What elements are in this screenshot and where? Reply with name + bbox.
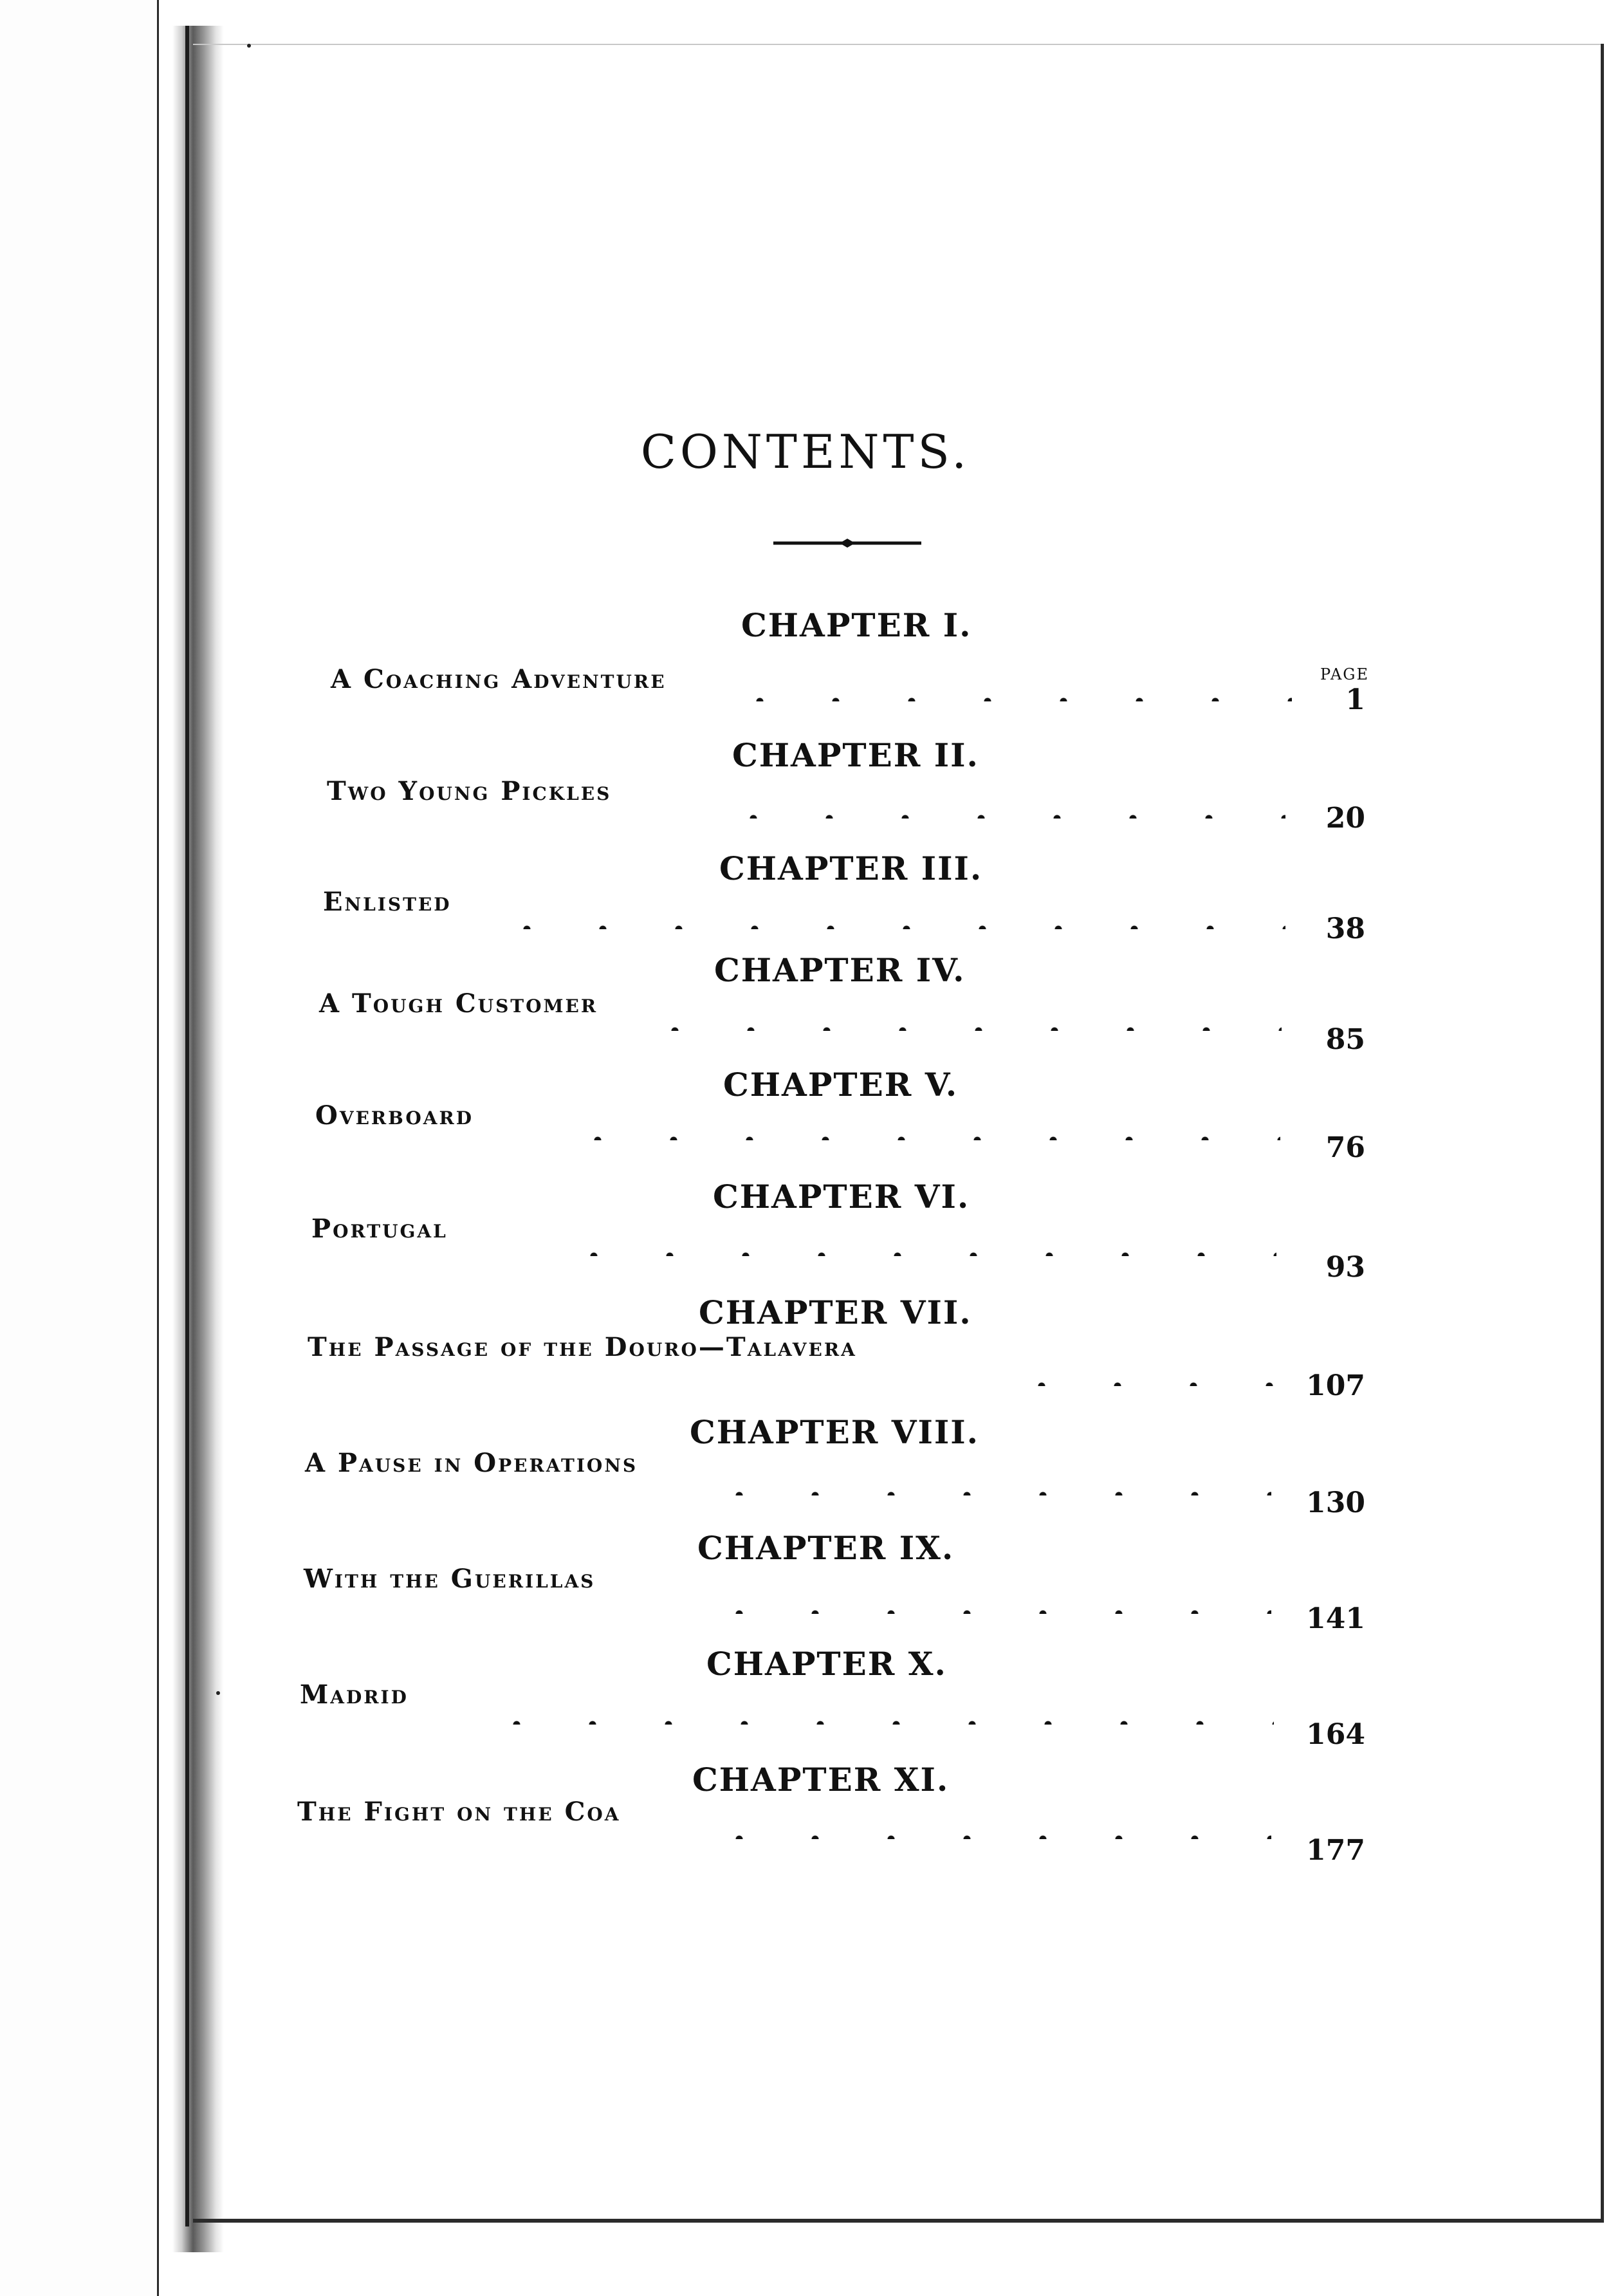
- page-number: 76: [1325, 1131, 1365, 1164]
- page-number: 177: [1306, 1834, 1365, 1867]
- chapter-heading: CHAPTER X.: [706, 1645, 947, 1683]
- page-number: 164: [1306, 1718, 1365, 1751]
- page-number: 130: [1306, 1486, 1365, 1519]
- chapter-title: With the Guerillas: [304, 1564, 596, 1594]
- page-bottom-edge: [193, 2219, 1602, 2223]
- dot-leader: [479, 1717, 1274, 1725]
- scan-speck: [216, 1691, 220, 1695]
- dot-leader: [701, 1831, 1271, 1839]
- chapter-title: A Coaching Adventure: [331, 664, 667, 694]
- dot-leader: [701, 1606, 1271, 1614]
- chapter-title: The Passage of the Douro—Talavera: [308, 1332, 857, 1362]
- chapter-heading: CHAPTER III.: [719, 849, 983, 887]
- dot-leader: [637, 1023, 1282, 1031]
- page-number: 20: [1325, 802, 1365, 835]
- chapter-heading: CHAPTER V.: [723, 1066, 959, 1104]
- dot-leader: [715, 811, 1285, 819]
- book-spine-shadow: [172, 26, 224, 2252]
- page-number: 1: [1345, 683, 1365, 716]
- chapter-heading: CHAPTER I.: [741, 606, 972, 644]
- page-number: 38: [1325, 912, 1365, 945]
- chapter-title: The Fight on the Coa: [297, 1797, 621, 1827]
- page-number: 107: [1306, 1369, 1365, 1402]
- chapter-title: Two Young Pickles: [327, 776, 612, 806]
- facing-page: [0, 0, 159, 2296]
- chapter-title: Portugal: [311, 1214, 448, 1244]
- dot-leader: [701, 1488, 1271, 1495]
- page-number: 93: [1325, 1251, 1365, 1284]
- chapter-heading: CHAPTER VIII.: [690, 1413, 980, 1451]
- title-ornament-rule: [773, 537, 921, 550]
- chapter-title: A Pause in Operations: [305, 1448, 638, 1478]
- dot-leader: [722, 694, 1292, 701]
- page-column-label: PAGE: [1320, 665, 1369, 683]
- chapter-title: A Tough Customer: [319, 988, 598, 1019]
- book-spine-edge: [185, 26, 189, 2227]
- chapter-title: Overboard: [315, 1100, 474, 1131]
- page-number: 141: [1306, 1602, 1365, 1635]
- page-right-edge: [1601, 44, 1604, 2223]
- chapter-heading: CHAPTER VII.: [699, 1293, 972, 1331]
- dot-leader: [556, 1248, 1276, 1256]
- page-top-edge: [193, 44, 1602, 45]
- chapter-title: Madrid: [300, 1680, 409, 1710]
- chapter-heading: CHAPTER IV.: [714, 951, 966, 989]
- dot-leader: [560, 1133, 1280, 1140]
- page-number: 85: [1325, 1023, 1365, 1056]
- dot-leader: [1004, 1378, 1274, 1386]
- chapter-heading: CHAPTER XI.: [692, 1761, 950, 1799]
- chapter-heading: CHAPTER II.: [732, 736, 979, 774]
- chapter-title: Enlisted: [323, 887, 452, 917]
- chapter-heading: CHAPTER IX.: [697, 1529, 955, 1567]
- chapter-heading: CHAPTER VI.: [713, 1178, 970, 1216]
- page-title: CONTENTS.: [640, 425, 971, 479]
- scan-speck: [247, 44, 251, 48]
- dot-leader: [489, 921, 1285, 929]
